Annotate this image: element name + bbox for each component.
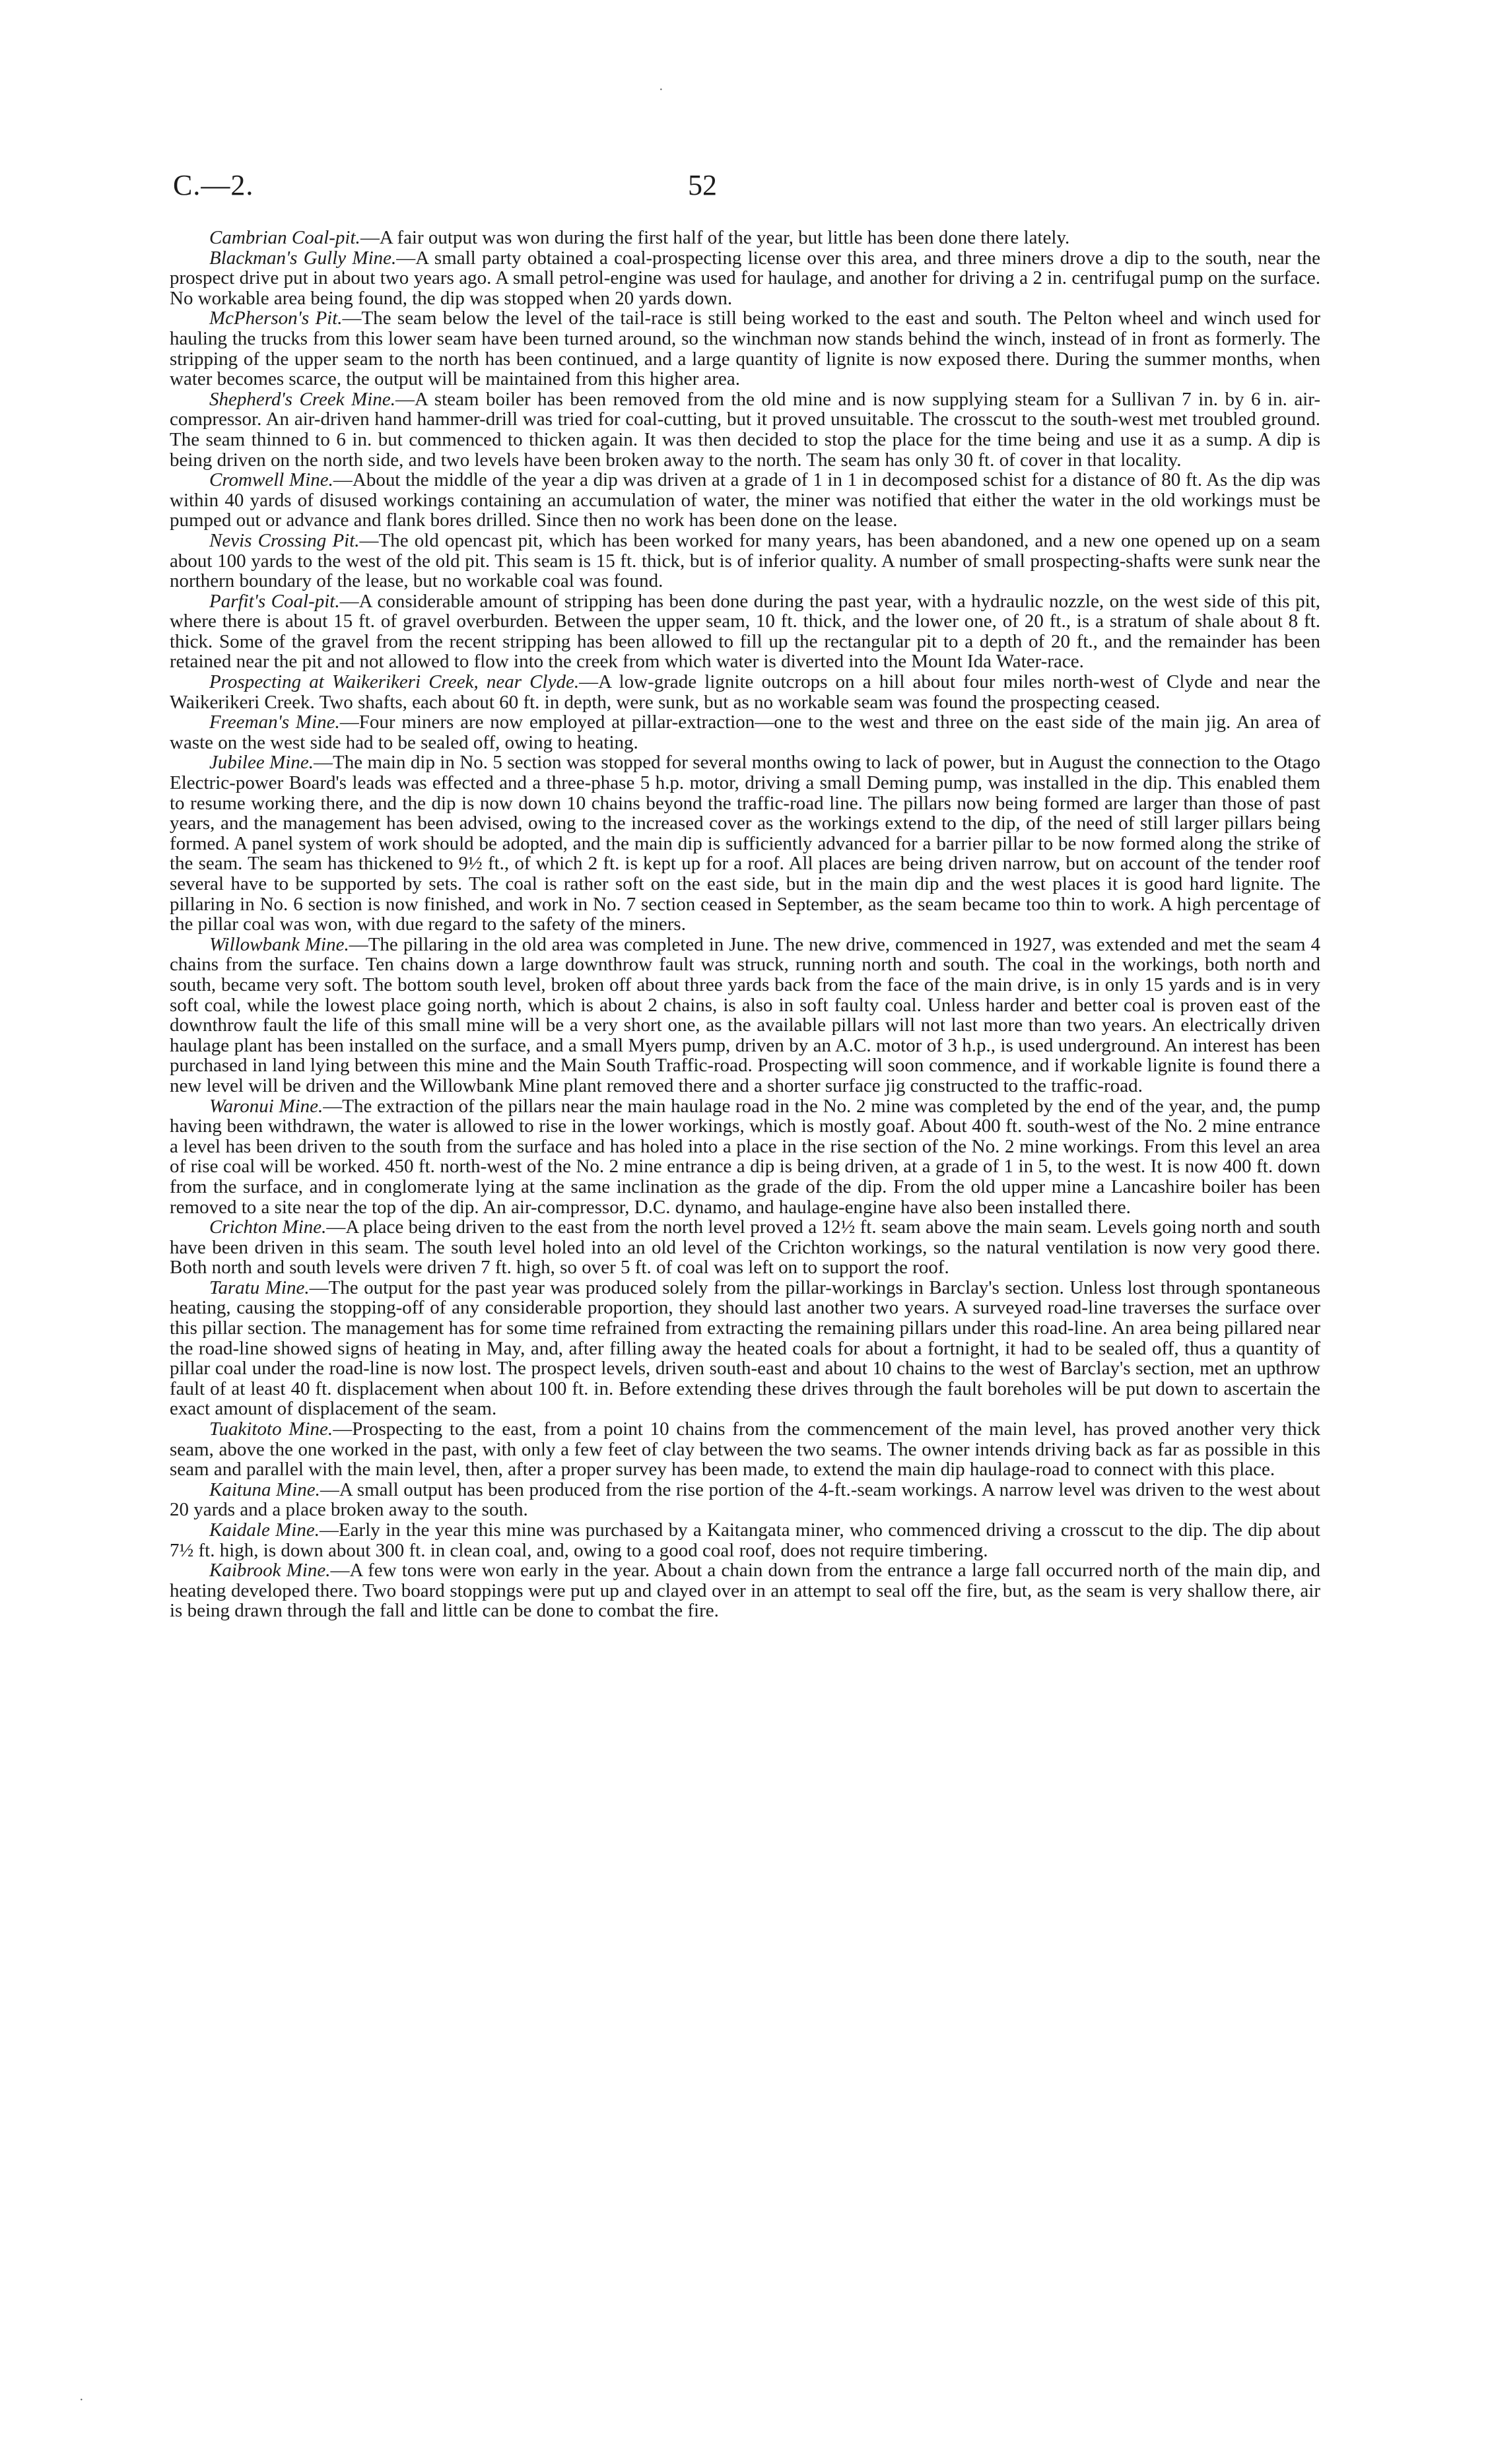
entry-title: Nevis Crossing Pit. <box>209 529 360 551</box>
entry-text: —A place being driven to the east from the north level proved a 12½ ft. seam above the main seam. Levels going north and south have been driven in this seam. The south level holed into an old level of the Crichton workings, so the natural ventilation is now very good there. Both north and south levels were driven 7 ft. high, so over 5 ft. of coal was left on to support the roof. <box>170 1216 1320 1279</box>
entry-nevis-crossing-pit <box>170 531 1320 591</box>
entry-text: —A considerable amount of stripping has been done during the past year, with a hydraulic nozzle, on the west side of this pit, where there is about 15 ft. of gravel overburden. Between the upper seam, 10 ft. thick, and the lower one, of 20 ft., is a stratum of shale about 8 ft. thick. Some of the gravel from the recent stripping has been allowed to fill up the rectangular pit to a depth of 20 ft., and the remainder has been retained near the pit and not allowed to flow into the creek from which water is diverted into the Mount Ida Water-race. <box>170 590 1320 673</box>
entry-text: —A low-grade lignite outcrops on a hill about four miles north-west of Clyde and near the Waikerikeri Creek. Two shafts, each about 60 ft. in depth, were sunk, but as no workable seam was found the prospecting ceased. <box>170 671 1320 713</box>
entry-text: —The seam below the level of the tail-race is still being worked to the east and south. The Pelton wheel and winch used for hauling the trucks from this lower seam have been turned around, so the winchman now stands behind the winch, instead of in front as formerly. The stripping of the upper seam to the north has been continued, and a large quantity of lignite is now exposed there. During the summer months, when water becomes scarce, the output will be maintained from this higher area. <box>170 308 1320 390</box>
entry-title: Blackman's Gully Mine. <box>209 247 397 269</box>
entry-text: —Four miners are now employed at pillar-extraction—one to the west and three on the east side of the main jig. An area of waste on the west side had to be sealed off, owing to heating. <box>170 712 1320 753</box>
entry-title: Kaibrook Mine. <box>209 1560 331 1582</box>
entry-text: —A small party obtained a coal-prospecting license over this area, and three miners drove a dip to the south, near the prospect drive put in about two years ago. A small petrol-engine was used for haulage, and another for driving a 2 in. centrifugal pump on the surface. No workable area being found, the dip was stopped when 20 yards down. <box>170 247 1320 309</box>
entry-cromwell-mine <box>170 470 1320 531</box>
entry-title: Kaituna Mine. <box>209 1479 320 1500</box>
page-number: 52 <box>688 169 717 201</box>
entry-mcphersons-pit <box>170 308 1320 389</box>
entry-text: —About the middle of the year a dip was driven at a grade of 1 in 1 in decomposed schist for a distance of 80 ft. As the dip was within 40 yards of disused workings containing an accumulation of water, the miner was notified that either the water in the old workings must be pumped out or advance and flank bores drilled. Since then no work has been done on the lease. <box>170 469 1320 531</box>
entry-text: —The old opencast pit, which has been worked for many years, has been abandoned, and a new one opened up on a seam about 100 yards to the west of the old pit. This seam is 15 ft. thick, but is of inferior quality. A number of small prospecting-shafts were sunk near the northern boundary of the lease, but no workable coal was found. <box>170 529 1320 592</box>
entry-title: Parfit's Coal-pit. <box>209 590 340 612</box>
entry-taratu-mine <box>170 1278 1320 1419</box>
page-header <box>173 168 1315 208</box>
entry-text: —The pillaring in the old area was completed in June. The new drive, commenced in 1927, was extended and met the seam 4 chains from the surface. Ten chains down a large downthrow fault was struck, running north and south. The coal in the workings, both north and south, became very soft. The bottom south level, broken off about three yards back from the face of the main drive, is in only 15 yards and is in very soft coal, while the lowest place going north, which is about 2 chains, is also in soft faulty coal. Unless harder and better coal is proven east of the downthrow fault the life of this small mine will be a very short one, as the available pillars will not last more than two years. An electrically driven haulage plant has been installed on the surface, and a small Myers pump, driven by an A.C. motor of 3 h.p., is used underground. An interest has been purchased in land lying between this mine and the Main South Traffic-road. Prospecting will soon commence, and if workable lignite is found there a new level will be driven and the Willowbank Mine plant removed there and a shorter surface jig constructed to the traffic-road. <box>170 933 1320 1096</box>
entry-tuakitoto-mine <box>170 1419 1320 1480</box>
speck-mark-top: · <box>659 83 663 97</box>
entry-title: Crichton Mine. <box>209 1216 327 1238</box>
entry-text: —The output for the past year was produced solely from the pillar-workings in Barclay's section. Unless lost through spontaneous heating, causing the stopping-off of any considerable proportion, they should last another two years. A surveyed road-line traverses the surface over this pillar section. The management has for some time refrained from extracting the remaining pillars under this road-line. An area being pillared near the road-line showed signs of heating in May, and, after filling away the heated coals for about a fortnight, it had to be sealed off, thus a quantity of pillar coal under the road-line is now lost. The prospect levels, driven south-east and about 10 chains to the west of Barclay's section, met an upthrow fault of at least 40 ft. displacement when about 100 ft. in. Before extending these drives through the fault boreholes will be put down to ascertain the exact amount of displacement of the seam. <box>170 1277 1320 1420</box>
speck-mark-bottom: · <box>79 2393 84 2407</box>
entry-willowbank-mine <box>170 935 1320 1096</box>
entry-text: —Prospecting to the east, from a point 10 chains from the commencement of the main level, has proved another very thick seam, above the one worked in the past, with only a few feet of clay between the two seams. The owner intends driving back as far as possible in this seam and parallel with the main level, then, after a proper survey has been made, to extend the main dip haulage-road to connect with this place. <box>170 1418 1320 1481</box>
entry-kaituna-mine <box>170 1480 1320 1520</box>
entry-text: —A steam boiler has been removed from the old mine and is now supplying steam for a Sullivan 7 in. by 6 in. air-compressor. An air-driven hand hammer-drill was tried for coal-cutting, but it proved unsuitable. The crosscut to the south-west met troubled ground. The seam thinned to 6 in. but commenced to thicken again. It was then decided to stop the place for the time being and use it as a sump. A dip is being driven on the north side, and two levels have been broken away to the north. The seam has only 30 ft. of cover in that locality. <box>170 388 1320 471</box>
entry-title: Cromwell Mine. <box>209 469 333 491</box>
entry-crichton-mine <box>170 1217 1320 1278</box>
entry-title: Shepherd's Creek Mine. <box>209 388 395 410</box>
entry-title: Tuakitoto Mine. <box>209 1418 333 1440</box>
entry-title: Taratu Mine. <box>209 1277 310 1298</box>
entry-title: Jubilee Mine. <box>209 752 314 774</box>
entry-kaidale-mine <box>170 1520 1320 1560</box>
entry-text: —A few tons were won early in the year. About a chain down from the entrance a large fall occurred north of the main dip, and heating developed there. Two board stoppings were put up and clayed over in an attempt to seal off the fire, but, as the seam is very shallow there, air is being drawn through the fall and little can be done to combat the fire. <box>170 1560 1320 1622</box>
entry-freemans-mine <box>170 712 1320 752</box>
entry-title: Kaidale Mine. <box>209 1519 320 1541</box>
entry-text: —Early in the year this mine was purchased by a Kaitangata miner, who commenced driving a crosscut to the dip. The dip about 7½ ft. high, is down about 300 ft. in clean coal, and, owing to a good coal roof, does not require timbering. <box>170 1519 1320 1561</box>
entry-jubilee-mine <box>170 752 1320 934</box>
entry-text: —A small output has been produced from the rise portion of the 4-ft.-seam workings. A narrow level was driven to the west about 20 yards and a place broken away to the south. <box>170 1479 1320 1521</box>
entry-text: —The extraction of the pillars near the main haulage road in the No. 2 mine was completed by the end of the year, and, the pump having been withdrawn, the water is allowed to rise in the lower workings, which is mostly goaf. About 400 ft. south-west of the No. 2 mine entrance a level has been driven to the south from the surface and has holed into a place in the rise section of the No. 2 mine workings. From this level an area of rise coal will be worked. 450 ft. north-west of the No. 2 mine entrance a dip is being driven, at a grade of 1 in 5, to the west. It is now 400 ft. down from the surface, and in conglomerate lying at the same inclination as the grade of the dip. From the old upper mine a Lancashire boiler has been removed to a site near the top of the dip. An air-compressor, D.C. dynamo, and haulage-engine have also been installed there. <box>170 1095 1320 1218</box>
entry-blackmans-gully-mine <box>170 248 1320 309</box>
entry-parfits-coal-pit <box>170 591 1320 672</box>
entry-waronui-mine <box>170 1096 1320 1218</box>
entry-shepherds-creek-mine <box>170 389 1320 470</box>
entry-title: Waronui Mine. <box>209 1095 323 1117</box>
document-code: C.—2. <box>173 169 254 201</box>
entry-waikerikeri-prospecting <box>170 672 1320 712</box>
entry-kaibrook-mine <box>170 1560 1320 1621</box>
entry-title: Cambrian Coal-pit. <box>209 227 360 248</box>
entry-title: Prospecting at Waikerikeri Creek, near Clyde. <box>209 671 580 693</box>
entry-text: —A fair output was won during the first half of the year, but little has been done there lately. <box>360 227 1070 248</box>
report-body <box>170 228 1320 1621</box>
entry-title: Willowbank Mine. <box>209 933 349 955</box>
entry-title: McPherson's Pit. <box>209 308 343 329</box>
entry-cambrian-coal-pit <box>170 228 1320 248</box>
entry-title: Freeman's Mine. <box>209 712 340 733</box>
entry-text: —The main dip in No. 5 section was stopped for several months owing to lack of power, but in August the connection to the Otago Electric-power Board's leads was effected and a three-phase 5 h.p. motor, driving a small Deming pump, was installed in the dip. This enabled them to resume working there, and the dip is now down 10 chains beyond the traffic-road line. The pillars now being formed are larger than those of past years, and the management has been advised, owing to the increased cover as the workings extend to the dip, of the need of still larger pillars being formed. A panel system of work should be adopted, and the main dip is sufficiently advanced for a barrier pillar to be now formed along the strike of the seam. The seam has thickened to 9½ ft., of which 2 ft. is kept up for a roof. All places are being driven narrow, but on account of the tender roof several have to be supported by sets. The coal is rather soft on the east side, but in the main dip and the west places it is good hard lignite. The pillaring in No. 6 section is now finished, and work in No. 7 section ceased in September, as the seam became too thin to work. A high percentage of the pillar coal was won, with due regard to the safety of the miners. <box>170 752 1320 935</box>
